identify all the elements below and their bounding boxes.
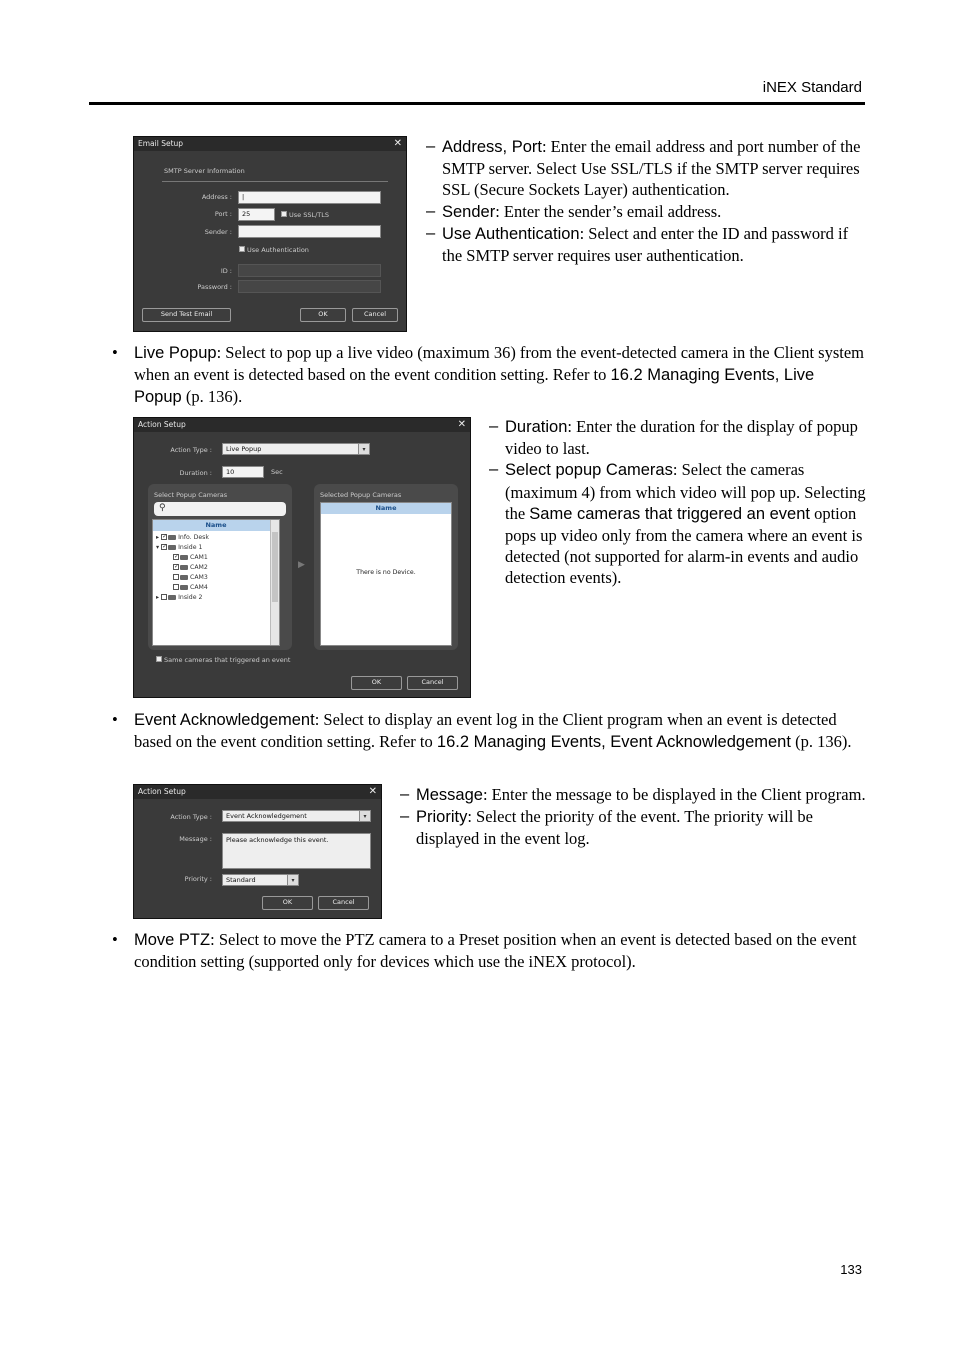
bullet-keyword: Event Acknowledgement — [134, 711, 315, 729]
live-popup-bullet: • Live Popup: Select to pop up a live video (maximum 36) from the event-detected camera in the Client system when an event is detected based on the event condition setting. Refer to 16.2 Managing Events, Live Popup (p. 136). — [112, 343, 865, 407]
auth-checkbox[interactable] — [239, 246, 245, 252]
desc-text: : Enter the email address and port number of the SMTP server. Select Use SSL/TLS if the SMTP server requires SSL (Secure Sockets Layer) authentication. — [442, 137, 861, 200]
desc-keyword: Same cameras that triggered an event — [529, 504, 810, 523]
dialog-title: Email Setup — [134, 137, 406, 151]
desc-text: : Enter the message to be displayed in the Client program. — [482, 785, 866, 804]
camera-group-icon — [168, 535, 176, 540]
tree-item[interactable]: ✓ CAM2 — [174, 563, 208, 571]
bullet-ref: 16.2 Managing Events, Event Acknowledgement — [436, 733, 791, 752]
tree-item[interactable]: ▾ ✓ Inside 1 — [156, 543, 203, 551]
sender-input[interactable] — [238, 225, 381, 238]
desc-text: option pops up video only from the camera where an event is detected (not supported for alarm-in events and audio detection events). — [505, 503, 863, 588]
message-label: Message : — [179, 835, 212, 843]
chevron-down-icon: ▾ — [359, 811, 370, 821]
desc-item: – Address, Port: Enter the email address and port number of the SMTP server. Select Use SSL/TLS if the SMTP server requires SSL (Secure Sockets Layer) authentication. — [426, 137, 861, 200]
action-type-label: Action Type : — [170, 813, 212, 821]
priority-label: Priority : — [184, 875, 212, 883]
desc-keyword: Select popup Cameras — [505, 461, 673, 480]
bullet-text: : Select to pop up a live video (maximum 36) from the event-detected camera in the Client system when an event is detected based on the event condition setting. Refer to — [134, 343, 865, 385]
desc-keyword: Address, Port — [442, 138, 542, 156]
dialog-title: Action Setup — [134, 785, 381, 799]
camera-icon — [180, 585, 188, 590]
address-input[interactable]: | — [238, 191, 381, 204]
select-cameras-panel — [148, 484, 292, 650]
address-label: Address : — [201, 193, 232, 201]
close-icon[interactable]: ✕ — [457, 419, 466, 430]
chevron-down-icon: ▾ — [287, 875, 298, 885]
live-popup-description — [489, 416, 866, 589]
camera-search-input[interactable] — [154, 502, 286, 516]
selected-camera-list — [320, 502, 452, 646]
send-test-email-button[interactable]: Send Test Email — [142, 308, 231, 322]
desc-item: – Duration: Enter the duration for the display of popup video to last. — [489, 417, 858, 459]
id-input[interactable] — [238, 264, 381, 277]
camera-list — [152, 519, 280, 646]
desc-keyword: Use Authentication — [442, 224, 580, 243]
bullet-text: : Select to move the PTZ camera to a Preset position when an event is detected based on the event condition setting (supported only for devices which use the iNEX protocol). — [134, 930, 857, 972]
desc-keyword: Duration — [505, 418, 568, 436]
same-cameras-checkbox[interactable] — [156, 656, 162, 662]
bullet-keyword: Move PTZ — [134, 931, 211, 949]
live-popup-dialog — [133, 417, 471, 698]
action-type-label: Action Type : — [170, 446, 212, 454]
ok-button[interactable]: OK — [262, 896, 313, 910]
action-type-select[interactable] — [222, 810, 371, 822]
selected-cameras-panel — [314, 484, 458, 650]
camera-icon — [180, 575, 188, 580]
ok-button[interactable]: OK — [300, 308, 346, 322]
bullet-ref: 16.2 Managing Events, Live Popup — [134, 366, 815, 407]
desc-keyword: Sender — [442, 202, 496, 221]
desc-text: : Select and enter the ID and password if the SMTP server requires user authentication. — [442, 223, 849, 266]
priority-select[interactable] — [222, 874, 299, 886]
action-type-value: Event Acknowledgement — [226, 812, 307, 820]
close-icon[interactable]: ✕ — [393, 138, 402, 149]
header-rule — [89, 102, 865, 105]
name-column-header: Name — [321, 503, 451, 514]
bullet-page: (p. 136). — [181, 387, 243, 407]
cancel-button[interactable]: Cancel — [352, 308, 398, 322]
action-type-value: Live Popup — [226, 445, 262, 453]
sender-label: Sender : — [204, 228, 232, 236]
port-input[interactable]: 25 — [238, 208, 275, 221]
camera-icon — [180, 555, 188, 560]
divider — [162, 181, 388, 182]
tree-item[interactable]: ✓ CAM1 — [174, 553, 208, 561]
tree-item[interactable]: ▸ ✓ Info. Desk — [156, 533, 209, 541]
camera-group-icon — [168, 595, 176, 600]
email-setup-dialog — [133, 136, 407, 332]
section-label: SMTP Server Information — [164, 167, 245, 175]
priority-value: Standard — [226, 876, 256, 884]
duration-label: Duration : — [179, 469, 212, 477]
desc-item: – Message: Enter the message to be displayed in the Client program. — [400, 785, 866, 804]
desc-text: : Enter the sender’s email address. — [495, 201, 722, 221]
move-right-icon[interactable]: ▶ — [298, 560, 305, 570]
tree-item[interactable]: CAM4 — [173, 584, 208, 591]
desc-item: – Select popup Cameras: Select the cameras (maximum 4) from which video will pop up. Selecting the Same cameras that triggered an event option pops up video only from the camera where an event is detected (not supported for alarm-in events and audio detection events). — [489, 460, 866, 588]
ack-bullet: • Event Acknowledgement: Select to display an event log in the Client program when an event is detected based on the event condition setting. Refer to 16.2 Managing Events, Event Acknowledgement (p. 136). — [112, 710, 852, 752]
select-cameras-label: Select Popup Cameras — [154, 491, 228, 499]
password-label: Password : — [197, 283, 232, 291]
bullet-keyword: Live Popup — [134, 344, 217, 362]
duration-unit: Sec — [271, 468, 283, 476]
desc-text: : Select the cameras (maximum 4) from which video will pop up. Selecting the — [505, 460, 866, 523]
cancel-button[interactable]: Cancel — [318, 896, 369, 910]
camera-icon — [180, 565, 188, 570]
ssl-checkbox[interactable] — [281, 211, 287, 217]
chevron-down-icon: ▾ — [358, 444, 369, 454]
bullet-text: : Select to display an event log in the Client program when an event is detected based on the event condition setting. Refer to — [134, 710, 837, 752]
id-label: ID : — [220, 267, 232, 275]
ok-button[interactable]: OK — [351, 676, 402, 690]
ack-dialog — [133, 784, 382, 919]
action-type-select[interactable] — [222, 443, 370, 455]
name-column-header: Name — [153, 520, 279, 531]
header-title: iNEX Standard — [762, 79, 862, 96]
desc-text: : Enter the duration for the display of popup video to last. — [505, 417, 858, 459]
port-label: Port : — [214, 210, 232, 218]
password-input[interactable] — [238, 280, 381, 293]
dialog-title: Action Setup — [134, 418, 470, 432]
ssl-label: Use SSL/TLS — [289, 211, 329, 219]
search-icon: ⚲ — [159, 503, 166, 513]
desc-keyword: Priority — [416, 808, 468, 827]
email-description — [426, 136, 866, 266]
cancel-button[interactable]: Cancel — [407, 676, 458, 690]
desc-item: – Use Authentication: Select and enter the ID and password if the SMTP server requires user authentication. — [426, 223, 849, 266]
desc-keyword: Message — [416, 786, 483, 804]
no-device-text: There is no Device. — [356, 569, 416, 576]
desc-text: : Select the priority of the event. The priority will be displayed in the event log. — [416, 807, 813, 849]
auth-label: Use Authentication — [247, 246, 309, 254]
duration-input[interactable]: 10 — [222, 466, 264, 478]
bullet-page: (p. 136). — [790, 732, 852, 752]
selected-cameras-label: Selected Popup Cameras — [320, 491, 402, 499]
desc-item: – Priority: Select the priority of the event. The priority will be displayed in the event log. — [400, 807, 813, 849]
scrollbar[interactable] — [270, 520, 279, 645]
tree-item[interactable]: ▸ Inside 2 — [156, 594, 203, 601]
message-input[interactable]: Please acknowledge this event. — [222, 833, 371, 869]
same-cameras-label: Same cameras that triggered an event — [164, 656, 291, 664]
camera-group-icon — [168, 545, 176, 550]
move-ptz-bullet: • Move PTZ: Select to move the PTZ camera to a Preset position when an event is detected based on the event condition setting (supported only for devices which use the iNEX protocol). — [112, 930, 857, 972]
desc-item: – Sender: Enter the sender’s email address. — [426, 201, 722, 221]
page-number: 133 — [840, 1262, 862, 1277]
ack-description — [400, 784, 866, 850]
tree-item[interactable]: CAM3 — [173, 574, 208, 581]
close-icon[interactable]: ✕ — [368, 786, 377, 797]
